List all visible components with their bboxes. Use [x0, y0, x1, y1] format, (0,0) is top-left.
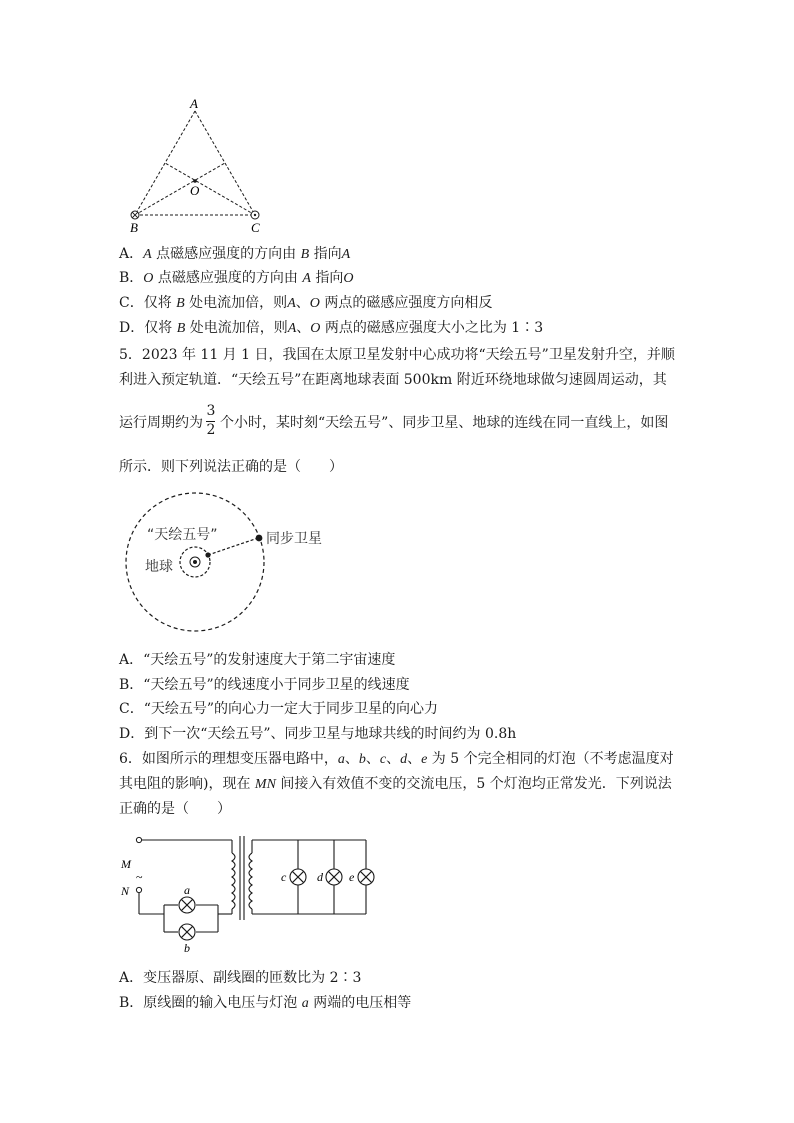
italic-variable: O: [143, 271, 154, 286]
italic-variable: O: [343, 271, 354, 286]
label-o: O: [190, 183, 200, 198]
q5-stem-line2: 利进入预定轨道．“天绘五号”在距离地球表面 500km 附近环绕地球做匀速圆周运动，其: [119, 372, 667, 388]
label-b: b: [184, 941, 190, 955]
q4-option-d: [119, 318, 543, 339]
text-run: 其电阻的影响)，现在: [119, 776, 255, 792]
fraction-denominator: 2: [206, 422, 216, 438]
text-run: 、: [295, 295, 310, 311]
text-run: 两端的电压相等: [308, 995, 412, 1011]
option-letter: C．: [119, 295, 144, 311]
italic-variable: MN: [254, 777, 276, 792]
italic-variable: c: [379, 752, 387, 767]
text-run: 变压器原、副线圈的匝数比为 2∶3: [143, 970, 362, 986]
italic-variable: A: [287, 296, 296, 311]
earth-icon: [190, 557, 200, 567]
tianhui-satellite: [205, 552, 210, 557]
label-a: a: [184, 883, 190, 897]
q4-option-b: [119, 268, 353, 289]
q5-stem-line3-after: 个小时，某时刻“天绘五号”、同步卫星、地球的连线在同一直线上，如图: [220, 415, 669, 431]
text-run: 点磁感应强度的方向由: [153, 270, 303, 286]
tianhui-label: “天绘五号”: [147, 527, 218, 543]
text-run: 为 5 个完全相同的灯泡（不考虑温度对: [427, 751, 674, 767]
lamp-a-icon: [179, 897, 195, 913]
q6-stem-line2: [119, 774, 672, 795]
italic-variable: a: [337, 752, 345, 767]
q5-option-b: B．“天绘五号”的线速度小于同步卫星的线速度: [119, 677, 410, 693]
option-letter: A．: [119, 246, 144, 262]
italic-variable: a: [301, 996, 309, 1011]
italic-variable: A: [302, 271, 311, 286]
italic-variable: e: [421, 752, 428, 767]
italic-variable: A: [341, 247, 351, 262]
q6-stem-line1: [119, 749, 674, 770]
label-e: e: [349, 870, 355, 884]
text-run: 两点的磁感应强度方向相反: [319, 295, 493, 311]
text-run: 、: [386, 751, 401, 767]
text-run: 6．如图所示的理想变压器电路中，: [119, 751, 338, 767]
q5-option-c: C．“天绘五号”的向心力一定大于同步卫星的向心力: [119, 701, 439, 717]
current-out-of-page-icon: [251, 211, 259, 219]
label-c: c: [281, 870, 287, 884]
text-run: 指向: [310, 270, 344, 286]
italic-variable: O: [309, 296, 320, 311]
label-tilde: ~: [136, 870, 143, 884]
q6-stem-line3: 正确的是（ ）: [119, 801, 231, 817]
fraction-numerator: 3: [206, 403, 216, 419]
option-letter: A．: [119, 970, 144, 986]
text-run: 指向: [309, 246, 342, 262]
q6-option-b: [119, 993, 411, 1014]
q5-option-d: D．到下一次“天绘五号”、同步卫星与地球共线的时间约为 0.8h: [119, 726, 517, 742]
q5-stem-line4: 所示．则下列说法正确的是（ ）: [119, 459, 343, 475]
lamp-c-icon: [290, 869, 306, 885]
sync-sat-label: 同步卫星: [266, 531, 322, 547]
current-into-page-icon: [131, 211, 139, 219]
text-run: 处电流加倍，则: [185, 320, 288, 336]
text-run: 仅将: [143, 295, 177, 311]
text-run: 处电流加倍，则: [184, 295, 288, 311]
lamp-d-icon: [326, 869, 342, 885]
option-letter: B．: [119, 995, 144, 1011]
label-a: A: [190, 96, 198, 111]
lamp-e-icon: [358, 869, 374, 885]
label-c: C: [251, 220, 260, 235]
text-run: 两点的磁感应强度大小之比为 1∶3: [320, 320, 544, 336]
option-letter: D．: [119, 320, 145, 336]
italic-variable: B: [176, 296, 185, 311]
text-run: 间接入有效值不变的交流电压，5 个灯泡均正常发光．下列说法: [275, 776, 672, 792]
lamp-b-icon: [179, 924, 195, 940]
text-run: 仅将: [144, 320, 177, 336]
sync-satellite: [256, 535, 263, 542]
italic-variable: A: [287, 321, 297, 336]
transformer-circuit-figure: [118, 828, 388, 958]
italic-variable: d: [400, 752, 408, 767]
option-letter: B．: [119, 270, 144, 286]
italic-variable: O: [310, 321, 321, 336]
q6-option-a: [119, 968, 361, 988]
earth-label: 地球: [145, 559, 173, 575]
text-run: 、: [296, 320, 311, 336]
italic-variable: b: [358, 752, 366, 767]
terminal-n: [136, 887, 141, 892]
text-run: 点磁感应强度的方向由: [151, 246, 301, 262]
q5-stem-line1: 5．2023 年 11 月 1 日，我国在太原卫星发射中心成功将“天绘五号”卫星发射升空，并顺: [119, 347, 675, 363]
q5-option-a: A．“天绘五号”的发射速度大于第二宇宙速度: [119, 652, 396, 668]
italic-variable: B: [300, 247, 310, 262]
q4-option-a: [119, 244, 350, 265]
italic-variable: B: [176, 321, 186, 336]
terminal-m: [136, 837, 141, 842]
text-run: 、: [407, 751, 422, 767]
q4-option-c: [119, 293, 492, 314]
text-run: 原线圈的输入电压与灯泡: [143, 995, 302, 1011]
text-run: 、: [344, 751, 359, 767]
triangle-figure: [120, 95, 280, 235]
label-b: B: [130, 220, 138, 235]
label-d: d: [317, 870, 323, 884]
italic-variable: A: [143, 247, 152, 262]
label-n: N: [121, 884, 130, 898]
text-run: 、: [365, 751, 380, 767]
q5-stem-line3-before: 运行周期约为: [119, 415, 203, 431]
label-m: M: [121, 857, 131, 871]
